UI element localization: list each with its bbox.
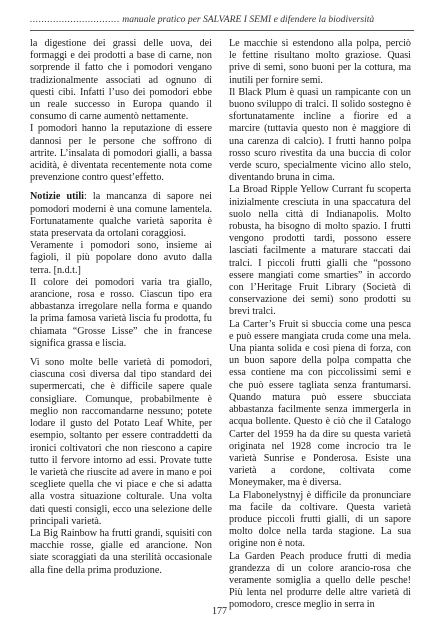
right-paragraph-6: La Garden Peach produce frutti di media grandezza di un colore arancio-rosa che veramente somiglia a quello delle pesche! Più lenta nel produrre delle altre varietà di pomodoro, cresce meglio in serra in <box>229 550 411 611</box>
left-column <box>30 38 212 598</box>
running-header <box>30 14 414 25</box>
left-paragraph-2: I pomodori hanno la reputazione di essere dannosi per le persone che soffrono di artrite. L’insalata di pomodori gialli, a bassa acidità, è diventata recentemente nota come prevenzione contro quest’effetto. <box>30 123 212 184</box>
header-rule <box>30 30 414 31</box>
header-leader-dots: ............................... <box>30 14 120 25</box>
right-column <box>229 38 411 611</box>
left-paragraph-useful-notes <box>30 191 212 240</box>
left-paragraph-6: Vi sono molte belle varietà di pomodori, ciascuna così diversa dal tipo standard dei supermercati, che è difficile sapere quale consigliare. Comunque, probabilmente è meglio non raccomandarne nessuno; potete lodare il gusto del Potato Leaf White, per esempio, soltanto per essere contraddetti da ironici coltivatori che non riescono a capire tutto il fervore intorno ad essi. Provate tutte le varietà che riuscite ad avere in mano e poi scegliete quella che vi piace e che si adatta alla vostra situazione colturale. Una volta dati questi consigli, ecco una selezione delle principali varietà. <box>30 357 212 527</box>
right-paragraph-1: Le macchie si estendono alla polpa, perciò le fettine risultano molto graziose. Quasi prive di semi, sono buoni per la cottura, ma inutili per fornire semi. <box>229 38 411 86</box>
right-paragraph-2: Il Black Plum è quasi un rampicante con un buono sviluppo di tralci. Il solido sostegno è sfortunatamente incline a fiorire ed a marcire (tuttavia questo non è maggiore di una carenza di calcio). I frutti hanno polpa rosso scuro rivestita da una buccia di color verde scuro, specialmente vicino allo stelo, diventando bruna in cima. <box>229 86 411 184</box>
useful-notes-label: Notizie utili <box>30 191 84 203</box>
left-paragraph-5: Il colore dei pomodori varia tra giallo, arancione, rosa e rosso. Ciascun tipo era abbastanza irregolare nella forma e quando la prima famosa varietà liscia fu prodotta, fu chiamata “Grosse Lisse” che in francese significa grassa e liscia. <box>30 276 212 349</box>
page-number: 177 <box>212 606 227 617</box>
right-paragraph-4: La Carter’s Fruit si sbuccia come una pesca e può essere mangiata cruda come una mela. Una pianta solida e così piena di forza, con un buon sapore della polpa compatta che essa contiene ma con piccolissimi semi e che può essere tagliata senza frantumarsi. Quando matura può essere sbucciata abbastanza facilmente senza immergerla in acqua bollente. Questo è ciò che il Catalogo Carter del 1959 ha da dire su questa varietà originata nel 1928 come incrocio tra le varietà Sunrise e Ponderosa. Esiste una varietà a cordone, coltivata come Moneymaker, ma è diversa. <box>229 318 411 489</box>
left-paragraph-4: Veramente i pomodori sono, insieme ai fagioli, il più popolare dono avuto dalla terra. [n.d.t.] <box>30 240 212 276</box>
left-paragraph-1: la digestione dei grassi delle uova, dei formaggi e dei prodotti a base di carne, non sorprende il fatto che i pomodori vengano tradizionalmente associati ad ognuno di questi cibi. Infatti l’uso dei pomodori ebbe un reale successo in Europa quando il consumo di carne aumentò nettamente. <box>30 38 212 123</box>
useful-notes-text: : la mancanza di sapore nei pomodori moderni è una comune lamentela. Fortunatamente qualche varietà saporita è stata preservata da ortolani coraggiosi. <box>30 191 212 240</box>
header-title: manuale pratico per SALVARE I SEMI e difendere la biodiversità <box>122 14 375 25</box>
right-paragraph-5: La Flabonelystnyj è difficile da pronunciare ma facile da coltivare. Questa varietà produce piccoli frutti gialli, di un sapore molto dolce nella tarda stagione. La sua origine non è nota. <box>229 489 411 550</box>
left-paragraph-7: La Big Rainbow ha frutti grandi, squisiti con macchie rosse, gialle ed arancione. Non siate scoraggiati da una sterilità occasionale alla fine della prima produzione. <box>30 527 212 576</box>
right-paragraph-3: La Broad Ripple Yellow Currant fu scoperta inizialmente cresciuta in una spaccatura del suolo nella città di Indianapolis. Molto robusta, ha bisogno di molto spazio. I frutti vengono prodotti tardi, possono essere lasciati facilmente a maturare staccati dai tralci. I piccoli frutti gialli che “possono essere mangiati come smarties” in accordo con l’Heritage Fruit Library (Società di conservazione dei semi) sono prodotti su brevi tralci. <box>229 184 411 318</box>
